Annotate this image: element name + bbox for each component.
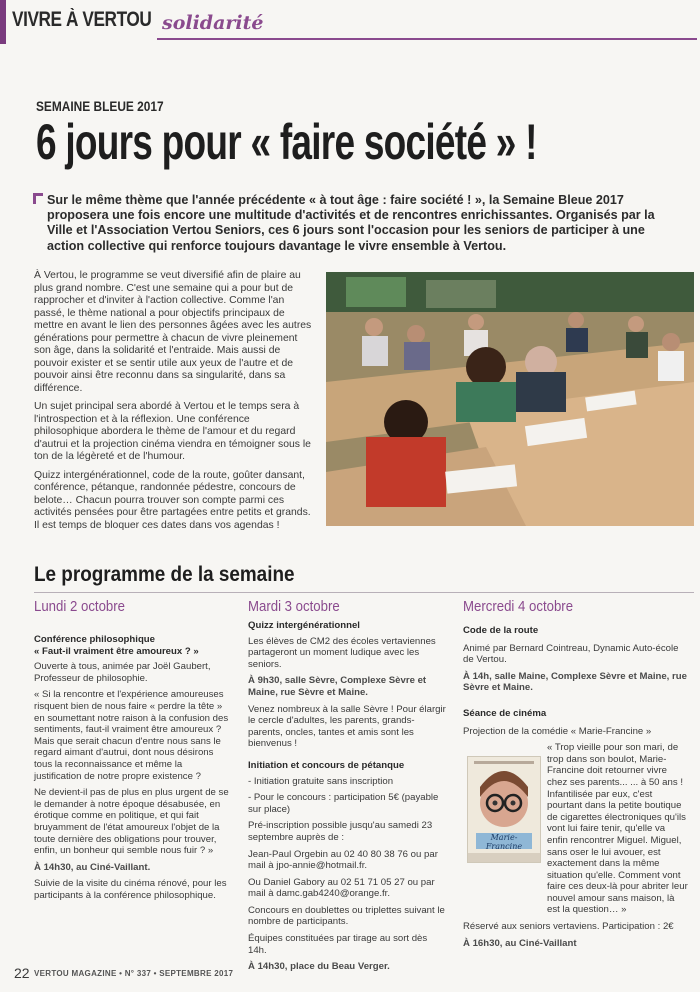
- header-rule: [157, 38, 697, 40]
- event-text: Concours en doublettes ou triplettes suivant le nombre de participants.: [248, 904, 445, 928]
- magazine-info: VERTOU MAGAZINE • N° 337 • SEPTEMBRE 2017: [34, 969, 234, 978]
- event-text: « Trop vieille pour son mari, de trop dans son boulot, Marie-Francine doit retourner vivre chez ses parents... ... à 50 ans ! Infantilisée par eux, c'est pourtant dans la petite boutique de cigarettes électroniques qu'ils vont lui faire tenir, qu'elle va enfin rencontrer Miguel. Miguel, sans oser le lui avouer, est exactement dans la même situation qu'elle. Comment vont faire ces deux-là pour abriter leur nouvel amour sans maison, là est la question… »: [547, 742, 688, 916]
- event-text: Projection de la comédie « Marie-Francine »: [463, 725, 652, 737]
- body-paragraph: Un sujet principal sera abordé à Vertou et le temps sera à l'introspection et à la réflexion. Une conférence philosophique abordera le thème de l'amour et du regard d'autrui et la projection cinéma viendra en témoigner sous le ton de la légèreté et de l'humour.: [34, 401, 311, 462]
- event-text: Réservé aux seniors vertaviens. Participation : 2€: [463, 921, 674, 933]
- article-headline: 6 jours pour « faire société » !: [36, 114, 537, 170]
- body-paragraph: À Vertou, le programme se veut diversifié afin de plaire au plus grand nombre. C'est une semaine qui a pour but de rapprocher et d'inviter à l'action collective. Comme l'an passé, le thème national a pour objectifs principaux de mettre en avant le lien des personnes âgées avec les autres générations pour permettre à chacun de vivre pleinement son âge, dans la solidarité et l'entraide. Mais aussi de pouvoir exister et se sentir utile aux yeux de l'autre et de pouvoir ainsi être reconnu dans sa singularité, dans sa différence.: [34, 270, 312, 394]
- lead-corner-mark: [33, 193, 43, 196]
- event-text: Pré-inscription possible jusqu'au samedi 23 septembre auprès de :: [248, 820, 433, 843]
- event-title: « Faut-il vraiment être amoureux ? »: [34, 645, 199, 657]
- event-when: À 14h30, au Ciné-Vaillant.: [34, 861, 151, 873]
- event-text: Jean-Paul Orgebin au 02 40 80 38 76 ou par mail à jpo-annie@hotmail.fr.: [248, 848, 438, 872]
- event-title: Conférence philosophique: [34, 634, 155, 645]
- article-body: [34, 270, 312, 538]
- event-when: À 14h30, place du Beau Verger.: [248, 961, 390, 973]
- event-text: Suivie de la visite du cinéma rénové, pour les participants à la conférence philosophique.: [34, 878, 227, 901]
- event-when: À 9h30, salle Sèvre, Complexe Sèvre et Maine, rue Sèvre et Maine.: [248, 675, 427, 698]
- programme-column-monday: [34, 634, 230, 906]
- event-text: Ne devient-il pas de plus en plus urgent de se le demander à notre époque désabusée, en érotique comme en politique, et qui fait bruyamment de l'état amoureux l'objet de la toute dernière des obligations pour trouver, enfin, un bonheur qui semble nous fuir ? »: [34, 787, 229, 857]
- article-kicker: SEMAINE BLEUE 2017: [36, 98, 164, 114]
- poster-title: Marie-Francine: [485, 833, 523, 851]
- programme-title: Le programme de la semaine: [34, 563, 295, 586]
- event-text: Les élèves de CM2 des écoles vertaviennes partageront un moment ludique avec les seniors.: [248, 635, 436, 670]
- section-name: VIVRE À VERTOU: [12, 8, 152, 31]
- event-title: Quizz intergénérationnel: [248, 620, 360, 631]
- event-text: - Pour le concours : participation 5€ (payable sur place): [248, 792, 439, 815]
- event-text: - Initiation gratuite sans inscription: [248, 775, 394, 787]
- day-heading: Lundi 2 octobre: [34, 598, 126, 615]
- body-paragraph: Quizz intergénérationnel, code de la route, goûter dansant, conférence, pétanque, randonnée pédestre, concours de belote… Chacun pourra trouver son compte parmi ces activités pensées pour être partagées entre petits et grands. Il est temps de bloquer ces dates dans vos agendas !: [34, 469, 311, 531]
- article-lead: [33, 193, 673, 254]
- article-photo: [326, 272, 694, 526]
- programme-column-tuesday: [248, 620, 446, 978]
- event-when: À 14h, salle Maine, Complexe Sèvre et Maine, rue Sèvre et Maine.: [463, 670, 687, 694]
- accent-bar: [0, 0, 6, 44]
- category-name: solidarité: [162, 12, 264, 34]
- event-text: Animé par Bernard Cointreau, Dynamic Auto-école de Vertou.: [463, 642, 679, 666]
- event-title: Initiation et concours de pétanque: [248, 759, 405, 771]
- section-header: [0, 0, 700, 44]
- event-text: Venez nombreux à la salle Sèvre ! Pour élargir le cercle d'adultes, les parents, grands-parents, oncles, tantes et amis sont les bienvenus !: [248, 703, 446, 750]
- event-text: Ouverte à tous, animée par Joël Gaubert, Professeur de philosophie.: [34, 661, 211, 684]
- day-heading: Mardi 3 octobre: [248, 598, 340, 615]
- event-when: À 16h30, au Ciné-Vaillant: [463, 937, 577, 949]
- lead-text: Sur le même thème que l'année précédente « à tout âge : faire société ! », la Semaine Bleue 2017 proposera une fois encore une multitude d'activités et de rencontres enrichissantes. Organisés par la Ville et l'Association Vertou Seniors, ces 6 jours sont l'occasion pour les seniors de participer à une action collective qui renforce toujours davantage le vivre ensemble à Vertou.: [47, 193, 655, 253]
- page-number: 22: [14, 965, 30, 981]
- movie-poster: [467, 756, 541, 863]
- event-text: Ou Daniel Gabory au 02 51 71 05 27 ou par mail à damc.gab4240@orange.fr.: [248, 876, 435, 900]
- day-heading: Mercredi 4 octobre: [463, 598, 574, 615]
- programme-rule: [34, 592, 694, 593]
- event-text: Équipes constituées par tirage au sort dès 14h.: [248, 933, 428, 956]
- event-text: « Si la rencontre et l'expérience amoureuses risquent bien de nous faire « perdre la tête » en soumettant notre raison à la confusion des sentiments, faut-il vraiment être amoureux ? Mais que serait chacun d'entre nous sans le regard aimant d'autrui, dont nous désirons tous la reconnaissance et même la justification de notre propre existence ?: [34, 689, 229, 782]
- event-title: Code de la route: [463, 625, 539, 636]
- event-title: Séance de cinéma: [463, 707, 547, 719]
